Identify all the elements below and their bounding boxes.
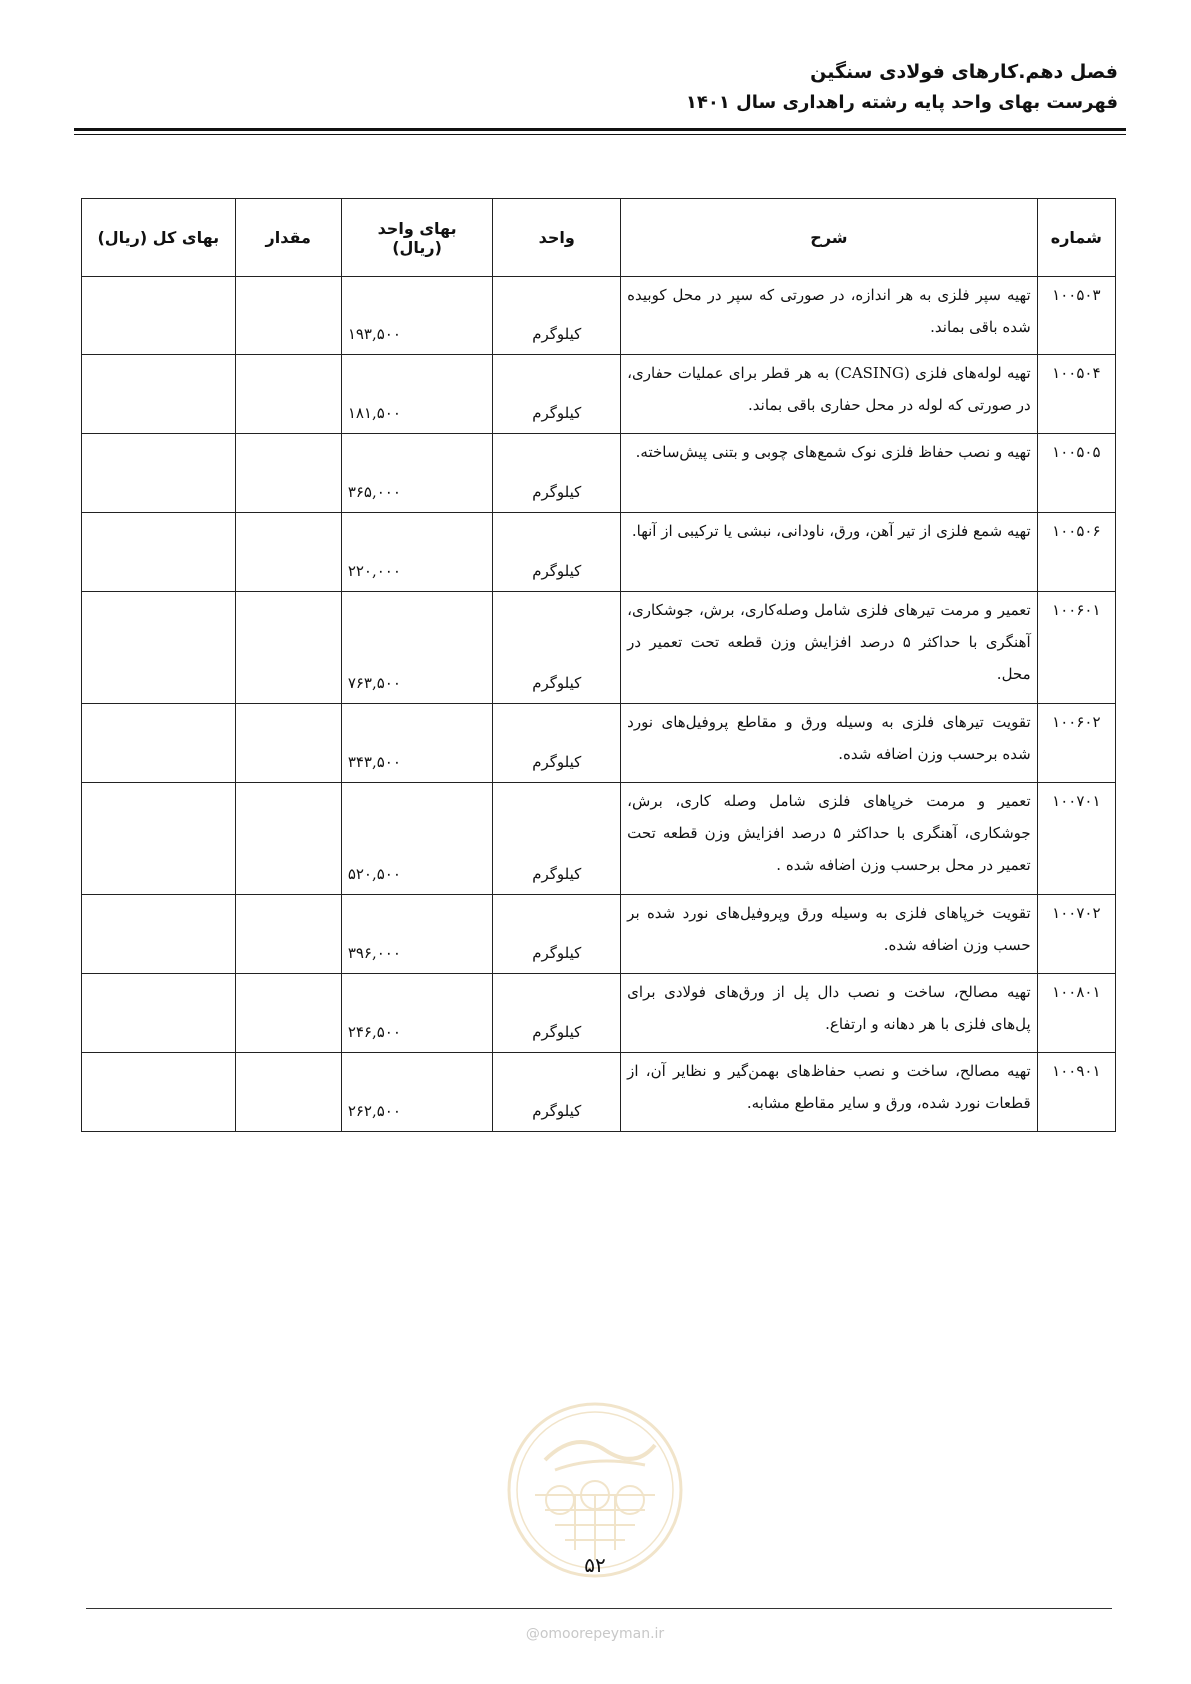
item-code: ۱۰۰۹۰۱ (1037, 1053, 1115, 1132)
table-body (82, 277, 1116, 1132)
unit-price-header-line2: (ریال) (392, 237, 442, 257)
item-total (82, 355, 236, 434)
table-row (82, 783, 1116, 895)
item-unit: کیلوگرم (493, 974, 621, 1053)
item-total (82, 592, 236, 704)
table-row (82, 895, 1116, 974)
item-code: ۱۰۰۵۰۳ (1037, 277, 1115, 355)
site-watermark-url: @omoorepeyman.ir (525, 1626, 665, 1642)
header-divider-thin (74, 134, 1126, 135)
item-quantity (235, 704, 341, 783)
column-header-total: بهای کل (ریال) (82, 199, 236, 277)
column-header-description: شرح (621, 199, 1037, 277)
item-description: تقویت خرپاهای فلزی به وسیله ورق وپروفیل‌های نورد شده بر حسب وزن اضافه شده. (621, 895, 1037, 974)
item-code: ۱۰۰۷۰۲ (1037, 895, 1115, 974)
item-unit: کیلوگرم (493, 277, 621, 355)
item-description: تقویت تیرهای فلزی به وسیله ورق و مقاطع پروفیل‌های نورد شده برحسب وزن اضافه شده. (621, 704, 1037, 783)
column-header-code: شماره (1037, 199, 1115, 277)
item-unit: کیلوگرم (493, 783, 621, 895)
unit-price-header-line1: بهای واحد (377, 218, 457, 238)
table-row (82, 355, 1116, 434)
item-quantity (235, 355, 341, 434)
table-row (82, 974, 1116, 1053)
item-quantity (235, 434, 341, 513)
item-unit: کیلوگرم (493, 1053, 621, 1132)
item-unit-price: ۲۴۶,۵۰۰ (341, 974, 493, 1053)
item-quantity (235, 895, 341, 974)
table-row (82, 434, 1116, 513)
item-code: ۱۰۰۷۰۱ (1037, 783, 1115, 895)
price-list-table (81, 198, 1116, 1132)
item-quantity (235, 974, 341, 1053)
chapter-title: فصل دهم.کارهای فولادی سنگین (810, 61, 1118, 83)
table-row (82, 704, 1116, 783)
item-total (82, 783, 236, 895)
page-header (74, 58, 1118, 116)
item-code: ۱۰۰۶۰۱ (1037, 592, 1115, 704)
item-quantity (235, 513, 341, 592)
item-total (82, 434, 236, 513)
item-quantity (235, 783, 341, 895)
item-code: ۱۰۰۵۰۴ (1037, 355, 1115, 434)
item-description: تعمیر و مرمت تیرهای فلزی شامل وصله‌کاری، برش، جوشکاری، آهنگری با حداکثر ۵ درصد افزایش وزن قطعه تحت تعمیر در محل. (621, 592, 1037, 704)
item-code: ۱۰۰۶۰۲ (1037, 704, 1115, 783)
footer-divider (86, 1608, 1112, 1609)
item-description: تهیه و نصب حفاظ فلزی نوک شمع‌های چوبی و بتنی پیش‌ساخته. (621, 434, 1037, 513)
item-description: تهیه لوله‌های فلزی (CASING) به هر قطر برای عملیات حفاری، در صورتی که لوله در محل حفاری باقی بماند. (621, 355, 1037, 434)
item-unit: کیلوگرم (493, 513, 621, 592)
item-total (82, 974, 236, 1053)
item-description: تهیه مصالح، ساخت و نصب دال پل از ورق‌های فولادی برای پل‌های فلزی با هر دهانه و ارتفاع. (621, 974, 1037, 1053)
item-unit-price: ۱۸۱,۵۰۰ (341, 355, 493, 434)
item-unit-price: ۵۲۰,۵۰۰ (341, 783, 493, 895)
item-unit-price: ۳۹۶,۰۰۰ (341, 895, 493, 974)
item-description: تهیه شمع فلزی از تیر آهن، ورق، ناودانی، نبشی یا ترکیبی از آنها. (621, 513, 1037, 592)
item-unit-price: ۳۴۳,۵۰۰ (341, 704, 493, 783)
item-unit: کیلوگرم (493, 434, 621, 513)
item-description: تهیه مصالح، ساخت و نصب حفاظ‌های بهمن‌گیر و نظایر آن، از قطعات نورد شده، ورق و سایر مقاطع مشابه. (621, 1053, 1037, 1132)
item-total (82, 1053, 236, 1132)
item-unit: کیلوگرم (493, 592, 621, 704)
table-row (82, 277, 1116, 355)
item-description: تعمیر و مرمت خرپاهای فلزی شامل وصله کاری، برش، جوشکاری، آهنگری با حداکثر ۵ درصد افزایش وزن قطعه تحت تعمیر در محل برحسب وزن اضافه شده . (621, 783, 1037, 895)
item-quantity (235, 1053, 341, 1132)
document-subtitle: فهرست بهای واحد پایه رشته راهداری سال ۱۴۰۱ (685, 92, 1118, 113)
column-header-unit-price (341, 199, 493, 277)
item-unit-price: ۲۲۰,۰۰۰ (341, 513, 493, 592)
table-row (82, 513, 1116, 592)
item-total (82, 895, 236, 974)
column-header-quantity: مقدار (235, 199, 341, 277)
item-total (82, 513, 236, 592)
page-number: ۵۲ (584, 1553, 606, 1577)
item-unit: کیلوگرم (493, 355, 621, 434)
item-description: تهیه سپر فلزی به هر اندازه، در صورتی که سپر در محل کوبیده شده باقی بماند. (621, 277, 1037, 355)
item-unit-price: ۷۶۳,۵۰۰ (341, 592, 493, 704)
item-unit-price: ۱۹۳,۵۰۰ (341, 277, 493, 355)
item-unit-price: ۲۶۲,۵۰۰ (341, 1053, 493, 1132)
item-total (82, 704, 236, 783)
table-row (82, 1053, 1116, 1132)
item-unit: کیلوگرم (493, 895, 621, 974)
item-code: ۱۰۰۵۰۶ (1037, 513, 1115, 592)
column-header-unit: واحد (493, 199, 621, 277)
item-quantity (235, 277, 341, 355)
item-code: ۱۰۰۵۰۵ (1037, 434, 1115, 513)
item-code: ۱۰۰۸۰۱ (1037, 974, 1115, 1053)
item-unit: کیلوگرم (493, 704, 621, 783)
item-total (82, 277, 236, 355)
table-header-row (82, 199, 1116, 277)
item-quantity (235, 592, 341, 704)
header-divider-thick (74, 128, 1126, 131)
item-unit-price: ۳۶۵,۰۰۰ (341, 434, 493, 513)
table-row (82, 592, 1116, 704)
